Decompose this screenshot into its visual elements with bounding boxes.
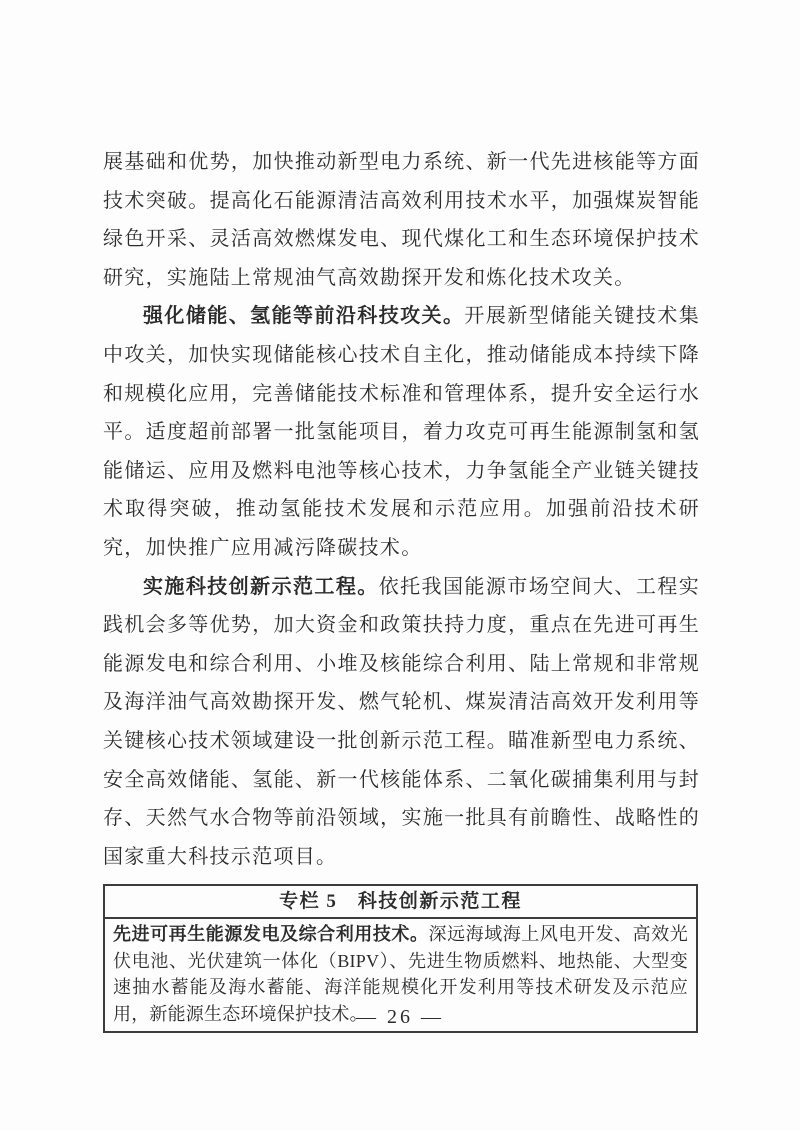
paragraph-2-text: 开展新型储能关键技术集中攻关，加快实现储能核心技术自主化，推动储能成本持续下降和规模化应用，完善储能技术标准和管理体系，提升安全运行水平。适度超前部署一批氢能项目，着力攻克可再生能源制氢和氢能储运、应用及燃料电池等核心技术，力争氢能全产业链关键技术取得突破，推动氢能技术发展和示范应用。加强前沿技术研究，加快推广应用减污降碳技术。 [103, 305, 700, 559]
page-number: — 26 — [356, 1006, 444, 1028]
paragraph-3-text: 依托我国能源市场空间大、工程实践机会多等优势，加大资金和政策扶持力度，重点在先进可再生能源发电和综合利用、小堆及核能综合利用、陆上常规和非常规及海洋油气高效勘探开发、燃气轮机、煤炭清洁高效开发利用等关键核心技术领域建设一批创新示范工程。瞄准新型电力系统、安全高效储能、氢能、新一代核能体系、二氧化碳捕集利用与封存、天然气水合物等前沿领域，实施一批具有前瞻性、战略性的国家重大科技示范项目。 [103, 575, 700, 868]
paragraph-storage-hydrogen [103, 297, 700, 567]
callout-box-title: 专栏 5 科技创新示范工程 [105, 886, 696, 919]
paragraph-3-lead: 实施科技创新示范工程。 [143, 575, 379, 598]
paragraph-demonstration-projects [103, 568, 700, 877]
callout-box-body-text: 深远海域海上风电开发、高效光伏电池、光伏建筑一体化（BIPV）、先进生物质燃料、地热能、大型变速抽水蓄能及海水蓄能、海洋能规模化开发利用等技术研发及示范应用，新能源生态环境保护技术。 [113, 924, 688, 1024]
main-text-block [103, 143, 700, 876]
paragraph-2-lead: 强化储能、氢能等前沿科技攻关。 [143, 305, 465, 328]
callout-box-body-lead: 先进可再生能源发电及综合利用技术。 [113, 924, 429, 944]
paragraph-continuation [103, 143, 700, 297]
paragraph-1-text: 展基础和优势，加快推动新型电力系统、新一代先进核能等方面技术突破。提高化石能源清洁高效利用技术水平，加强煤炭智能绿色开采、灵活高效燃煤发电、现代煤化工和生态环境保护技术研究，实施陆上常规油气高效勘探开发和炼化技术攻关。 [103, 151, 700, 289]
